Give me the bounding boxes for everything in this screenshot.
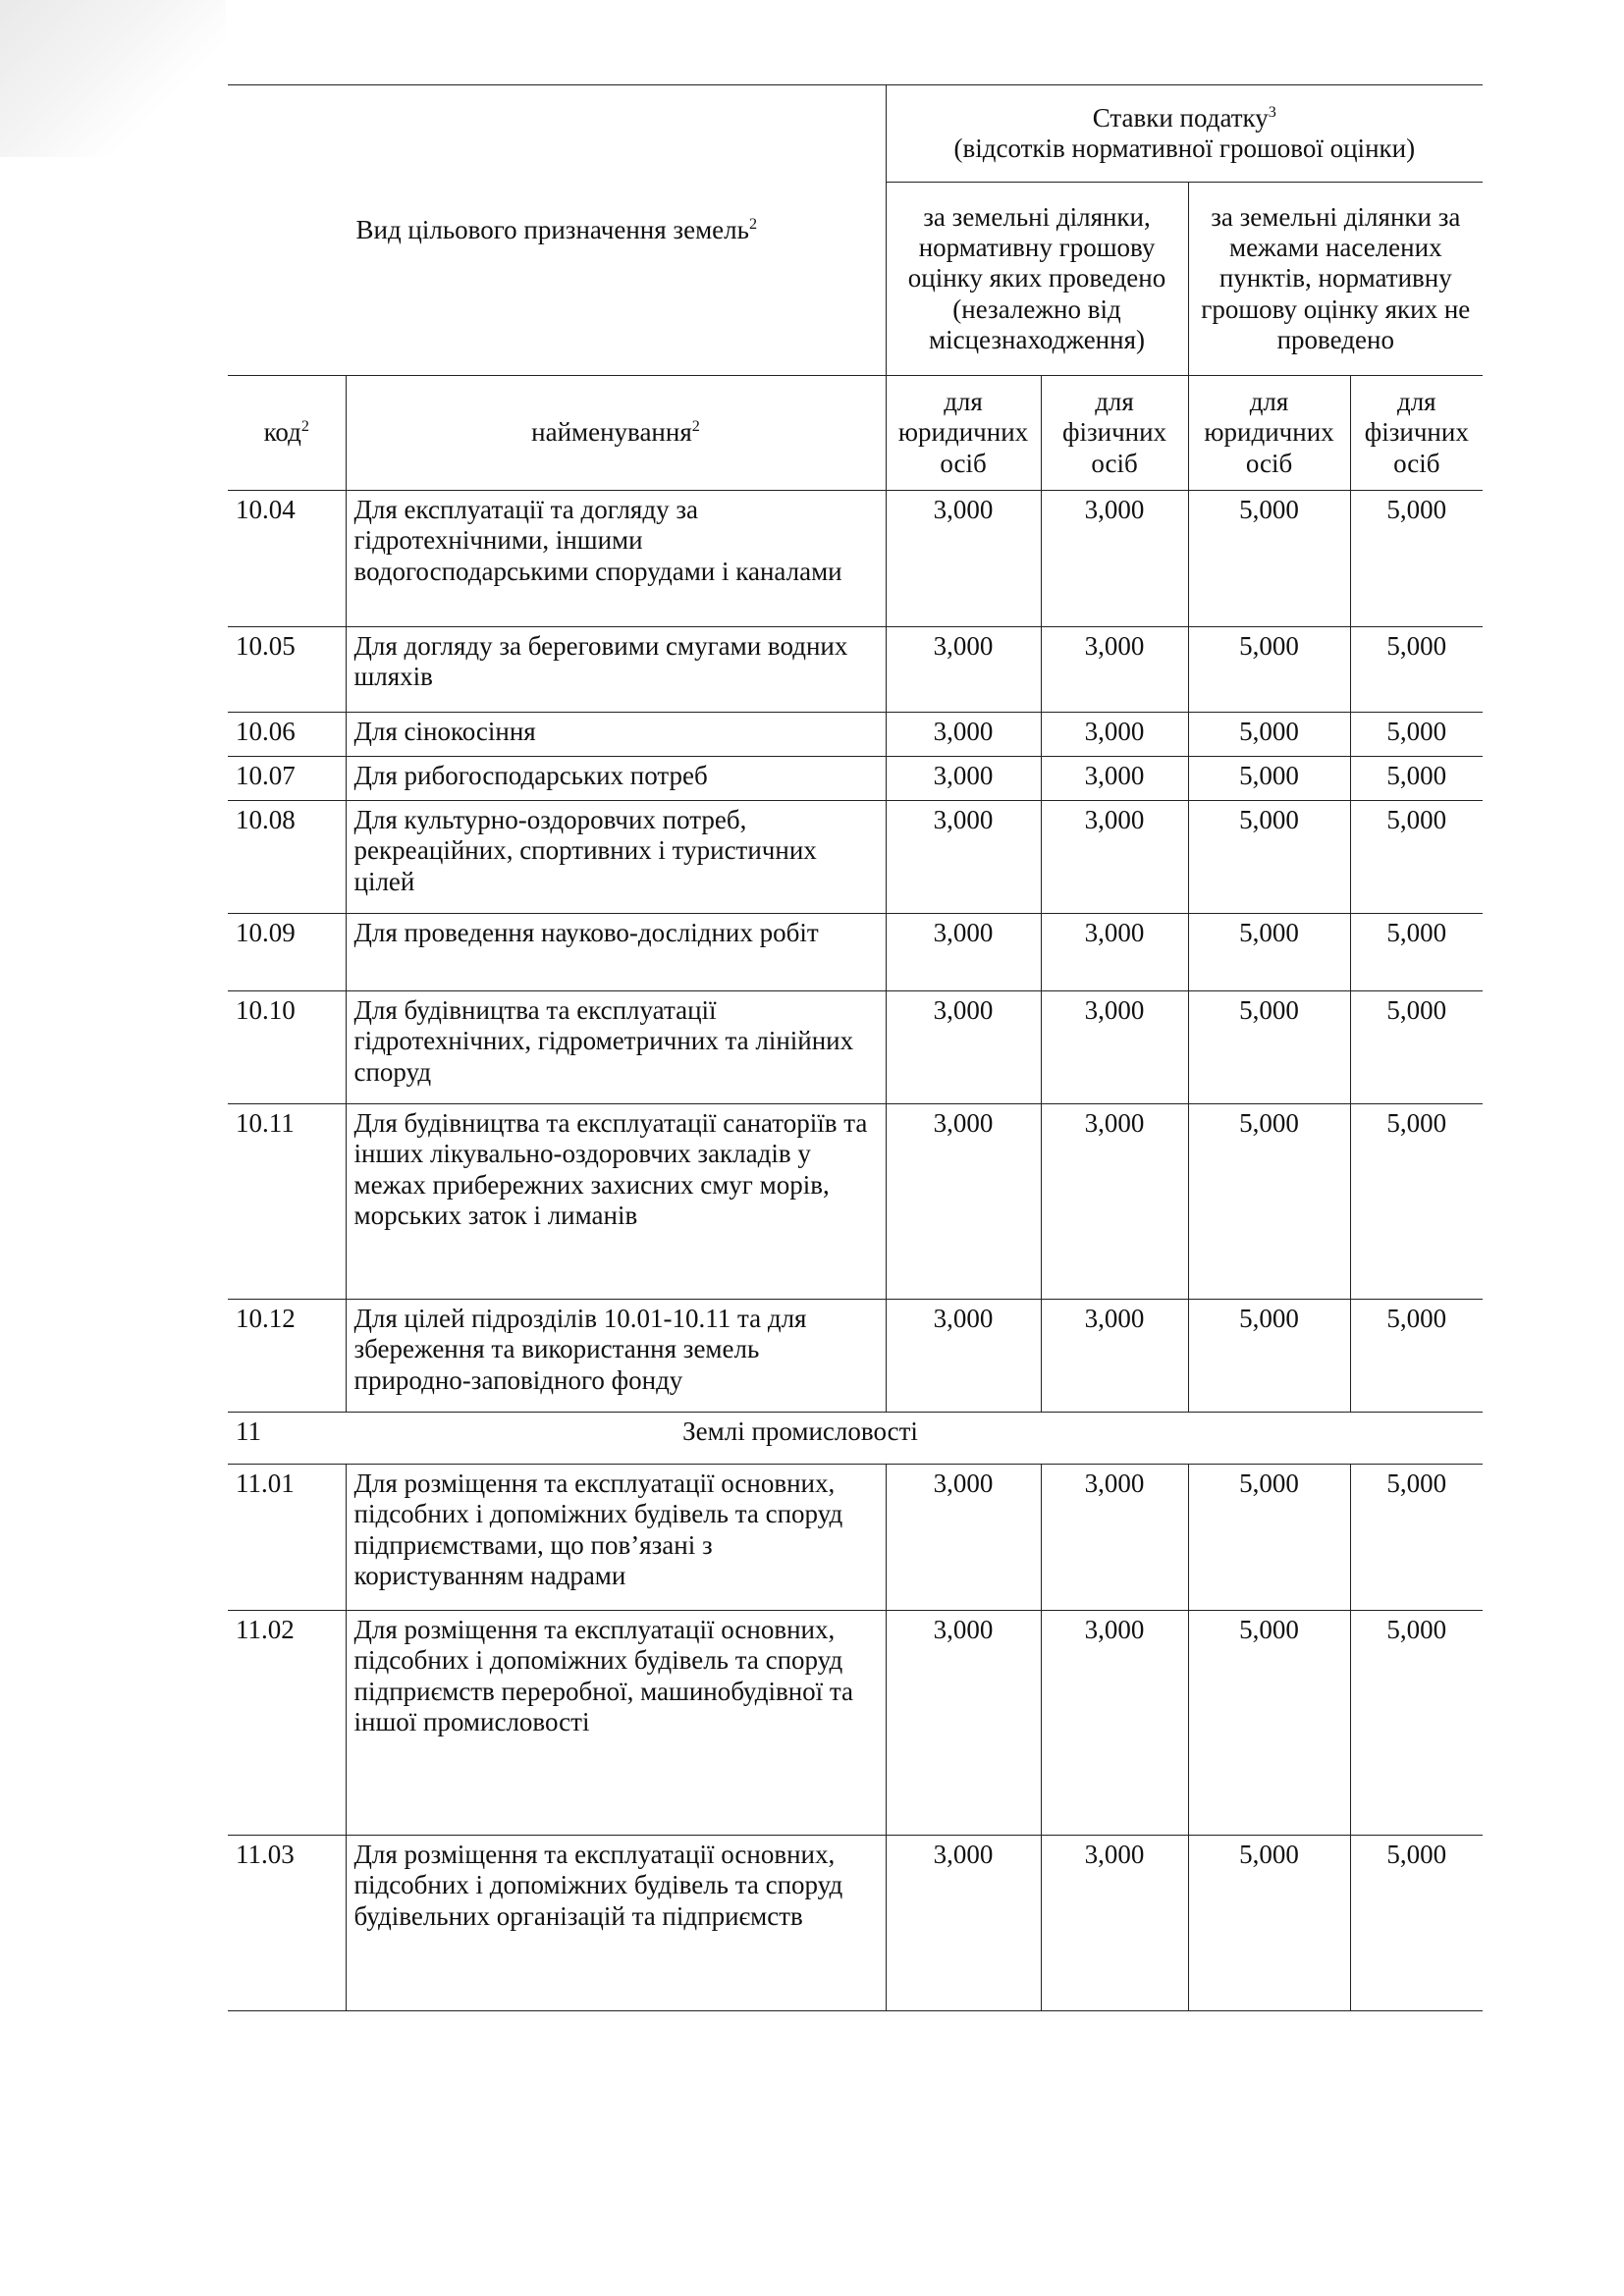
header-row-1 [228,85,1483,183]
row-code: 10.10 [228,991,346,1104]
rate-individual-not-assessed: 5,000 [1350,757,1483,801]
rate-legal-not-assessed: 5,000 [1188,1300,1350,1413]
row-code: 10.06 [228,713,346,757]
rate-legal-not-assessed: 5,000 [1188,801,1350,914]
rate-legal-assessed: 3,000 [886,1611,1041,1836]
table-row [228,713,1483,757]
rate-individual-assessed: 3,000 [1041,801,1188,914]
table-row [228,627,1483,713]
row-code: 10.09 [228,914,346,991]
rate-legal-not-assessed: 5,000 [1188,1836,1350,2011]
rate-legal-not-assessed: 5,000 [1188,1104,1350,1300]
rate-individual-assessed: 3,000 [1041,991,1188,1104]
rate-individual-assessed: 3,000 [1041,914,1188,991]
assessed-group-header: за земельні ділянки, нормативну грошову оцінку яких проведено (незалежно від місцезнаходження) [886,183,1188,376]
rate-individual-assessed: 3,000 [1041,1104,1188,1300]
rate-legal-assessed: 3,000 [886,491,1041,627]
section-row [228,1413,1483,1465]
legal-header-assessed: для юридичних осіб [886,376,1041,491]
rate-legal-not-assessed: 5,000 [1188,757,1350,801]
header-row-3 [228,376,1483,491]
rate-individual-not-assessed: 5,000 [1350,914,1483,991]
rate-legal-assessed: 3,000 [886,757,1041,801]
code-header: код$^2$ [228,376,346,491]
row-name: Для рибогосподарських потреб [346,757,886,801]
table-row [228,991,1483,1104]
rate-individual-assessed: 3,000 [1041,1611,1188,1836]
row-name: Для сінокосіння [346,713,886,757]
row-name: Для догляду за береговими смугами водних шляхів [346,627,886,713]
row-name: Для розміщення та експлуатації основних, підсобних і допоміжних будівель та споруд підприємств переробної, машинобудівної та іншої промисловості [346,1611,886,1836]
page-corner-shadow [0,0,226,157]
rate-individual-not-assessed: 5,000 [1350,1104,1483,1300]
rate-individual-not-assessed: 5,000 [1350,627,1483,713]
rate-legal-assessed: 3,000 [886,627,1041,713]
row-code: 10.08 [228,801,346,914]
land-tax-rates-table [228,84,1483,2011]
table-row [228,801,1483,914]
legal-header-not-assessed: для юридичних осіб [1188,376,1350,491]
section-title: Землі промисловості [346,1413,1483,1465]
rate-individual-not-assessed: 5,000 [1350,801,1483,914]
rate-legal-assessed: 3,000 [886,801,1041,914]
row-name: Для цілей підрозділів 10.01-10.11 та для збереження та використання земель природно-заповідного фонду [346,1300,886,1413]
row-code: 11.01 [228,1465,346,1611]
row-code: 11.03 [228,1836,346,2011]
rate-individual-assessed: 3,000 [1041,713,1188,757]
rate-individual-not-assessed: 5,000 [1350,1836,1483,2011]
table-row [228,914,1483,991]
rate-legal-assessed: 3,000 [886,1836,1041,2011]
rate-legal-assessed: 3,000 [886,1104,1041,1300]
row-name: Для експлуатації та догляду за гідротехнічними, іншими водогосподарськими спорудами і каналами [346,491,886,627]
table-row [228,1300,1483,1413]
row-code: 10.12 [228,1300,346,1413]
name-header: найменування$^2$ [346,376,886,491]
rate-individual-assessed: 3,000 [1041,491,1188,627]
rate-individual-not-assessed: 5,000 [1350,1465,1483,1611]
row-code: 11.02 [228,1611,346,1836]
table-row [228,1611,1483,1836]
rate-individual-assessed: 3,000 [1041,757,1188,801]
rate-individual-not-assessed: 5,000 [1350,1300,1483,1413]
rate-legal-not-assessed: 5,000 [1188,1611,1350,1836]
individual-header-assessed: для фізичних осіб [1041,376,1188,491]
table-row [228,491,1483,627]
row-name: Для розміщення та експлуатації основних, підсобних і допоміжних будівель та споруд будівельних організацій та підприємств [346,1836,886,2011]
row-code: 10.05 [228,627,346,713]
rate-legal-not-assessed: 5,000 [1188,627,1350,713]
rate-individual-not-assessed: 5,000 [1350,713,1483,757]
rate-individual-assessed: 3,000 [1041,1836,1188,2011]
rate-individual-not-assessed: 5,000 [1350,991,1483,1104]
rate-legal-assessed: 3,000 [886,713,1041,757]
row-code: 10.11 [228,1104,346,1300]
not-assessed-group-header: за земельні ділянки за межами населених пунктів, нормативну грошову оцінку яких не проведено [1188,183,1483,376]
rate-individual-not-assessed: 5,000 [1350,1611,1483,1836]
table-row [228,1465,1483,1611]
rate-legal-assessed: 3,000 [886,991,1041,1104]
table-row [228,1104,1483,1300]
rate-legal-not-assessed: 5,000 [1188,914,1350,991]
row-name: Для будівництва та експлуатації санаторіїв та інших лікувально-оздоровчих закладів у межах прибережних захисних смуг морів, морських заток і лиманів [346,1104,886,1300]
rate-individual-assessed: 3,000 [1041,627,1188,713]
rate-legal-assessed: 3,000 [886,1300,1041,1413]
rate-legal-not-assessed: 5,000 [1188,713,1350,757]
rate-legal-not-assessed: 5,000 [1188,491,1350,627]
row-code: 10.04 [228,491,346,627]
tax-rates-header: Ставки податку$^3$ (відсотків нормативної грошової оцінки) [886,85,1483,183]
land-purpose-type-header: Вид цільового призначення земель$^2$ [228,85,886,376]
section-code: 11 [228,1413,346,1465]
row-code: 10.07 [228,757,346,801]
row-name: Для будівництва та експлуатації гідротехнічних, гідрометричних та лінійних споруд [346,991,886,1104]
rate-legal-assessed: 3,000 [886,914,1041,991]
rate-legal-not-assessed: 5,000 [1188,991,1350,1104]
row-name: Для культурно-оздоровчих потреб, рекреаційних, спортивних і туристичних цілей [346,801,886,914]
rate-legal-assessed: 3,000 [886,1465,1041,1611]
row-name: Для проведення науково-дослідних робіт [346,914,886,991]
rate-individual-not-assessed: 5,000 [1350,491,1483,627]
rate-individual-assessed: 3,000 [1041,1300,1188,1413]
row-name: Для розміщення та експлуатації основних, підсобних і допоміжних будівель та споруд підприємствами, що пов’язані з користуванням надрами [346,1465,886,1611]
individual-header-not-assessed: для фізичних осіб [1350,376,1483,491]
table-row [228,1836,1483,2011]
table-row [228,757,1483,801]
rate-individual-assessed: 3,000 [1041,1465,1188,1611]
rate-legal-not-assessed: 5,000 [1188,1465,1350,1611]
